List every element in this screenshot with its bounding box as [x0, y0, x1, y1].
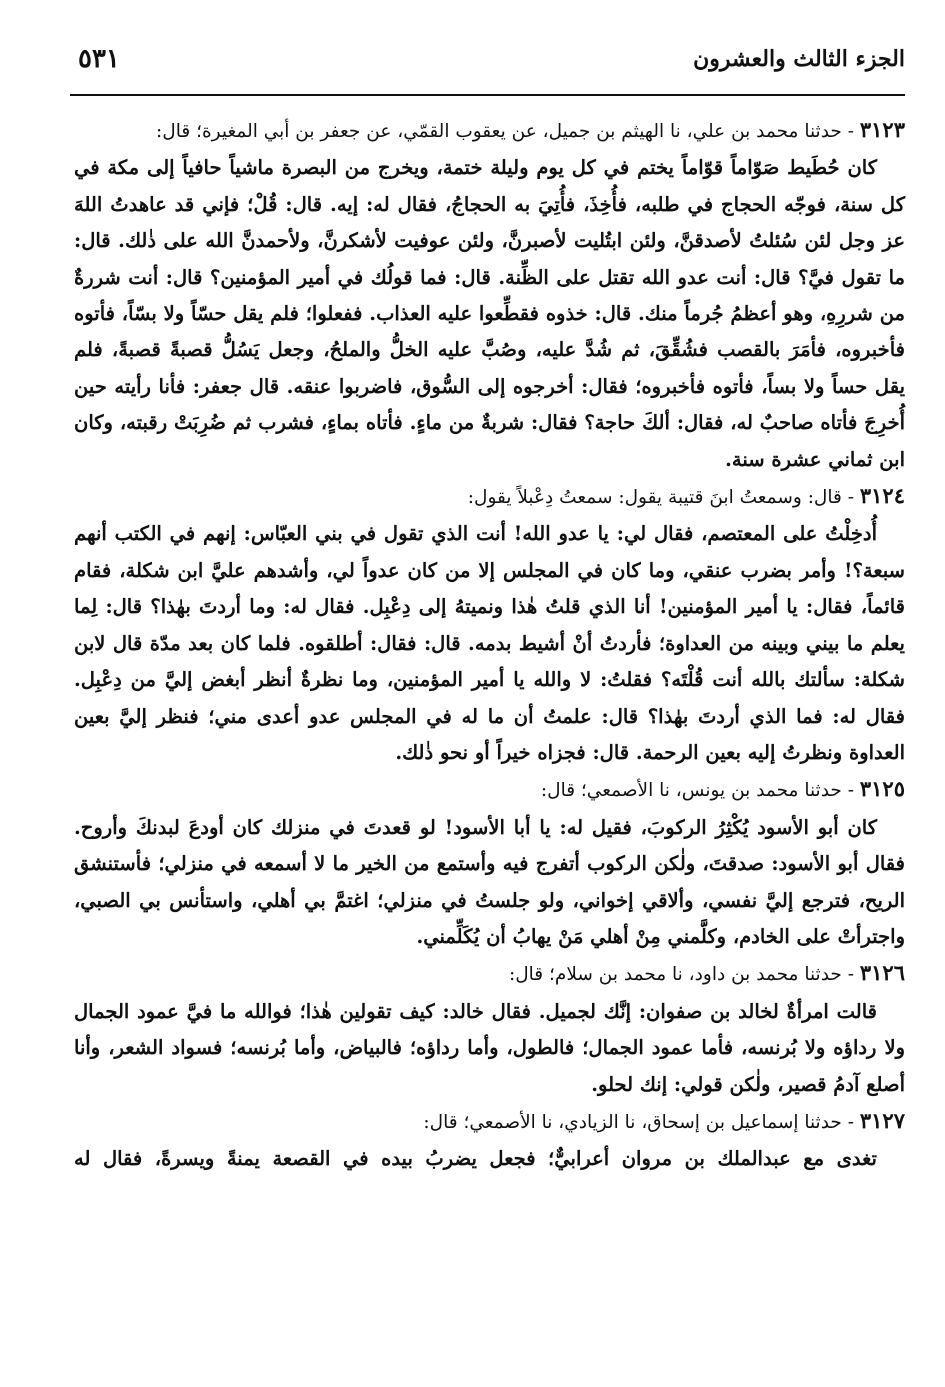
hadith-number: ٣١٢٦ — [859, 960, 905, 986]
isnad-line — [74, 771, 905, 809]
narration-text: قالت امرأةٌ لخالد بن صفوان: إنَّك لجميل. فقال خالد: كيف تقولين هٰذا؛ فوالله ما فيَّ عمود الجمال ولا رداؤه ولا بُرنسه، فأما عمود الجمال؛ فالطول، وأما رداؤه؛ فالبياض، وأما بُرنسه؛ فسواد الشعر، وأنا أصلع آدمُ قصير، ولٰكن قولي: إنك لحلو. — [74, 999, 905, 1096]
page-header — [74, 44, 905, 94]
narration-text: أُدخِلْتُ على المعتصم، فقال لي: يا عدو الله! أنت الذي تقول في بني العبّاس: إنهم في الكتب أنهم سبعة؟! وأمر بضرب عنقي، وما كان في المجلس إلا من كان عدواً لي، وأشدهم عليَّ ابن شكلة، فقام قائماً، فقال: يا أمير المؤمنين! أنا الذي قلتُ هٰذا ونميتهُ إلى دِعْبِل. فقال له: وما أردتَ بهٰذا؟ قال: لِما يعلم ما بيني وبينه من العداوة؛ فأردتُ أنْ أشيط بدمه. قال: فقال: أطلقوه. فلما كان بعد مدّة قال لابن شكلة: سألتك بالله أنت قُلْتَه؟ فقلتُ: لا والله يا أمير المؤمنين، وما نظرةٌ أنظر أبغض إليَّ من دِعْبِل. فقال له: فما الذي أردتَ بهٰذا؟ قال: علمتُ أن ما له في المجلس عدو أعدى مني؛ فنظر إليَّ بعين العداوة ونظرتُ إليه بعين الرحمة. قال: فجزاه خيراً أو نحو ذٰلك. — [74, 522, 905, 764]
isnad-text: - حدثنا محمد بن داود، نا محمد بن سلام؛ قال: — [508, 964, 854, 986]
page-body — [74, 112, 905, 1178]
isnad-line — [74, 478, 905, 516]
hadith-number: ٣١٢٥ — [859, 776, 905, 802]
hadith-number: ٣١٢٤ — [859, 483, 905, 509]
isnad-text: - حدثنا محمد بن يونس، نا الأصمعي؛ قال: — [540, 780, 854, 802]
hadith-number: ٣١٢٧ — [859, 1107, 905, 1133]
isnad-line — [74, 112, 905, 150]
page-number: ٥٣١ — [78, 44, 120, 74]
isnad-line — [74, 1103, 905, 1141]
header-divider — [70, 94, 905, 96]
running-title: الجزء الثالث والعشرون — [693, 46, 905, 72]
isnad-text: - حدثنا محمد بن علي، نا الهيثم بن جميل، عن يعقوب القمّي، عن جعفر بن أبي المغيرة؛ قال: — [156, 121, 854, 142]
narration-text: كان حُطَيط صَوّاماً قوّاماً يختم في كل يوم وليلة ختمة، ويخرج من البصرة ماشياً حافياً إلى مكة في كل سنة، فوجّه الحجاج في طلبه، فأُخِذَ، فأُتِيَ به الحجاجُ، فقال له: إيه. قال: قُلْ؛ فإني قد عاهدتُ اللهَ عز وجل لئن سُئلتُ لأصدقنَّ، ولئن ابتُليت لأصبرنَّ، ولئن عوفيت لأشكرنَّ، ولأحمدنَّ الله على ذٰلك. قال: ما تقول فيَّ؟ قال: أنت عدو الله تقتل على الظِّنة. قال: فما قولُك في أمير المؤمنين؟ قال: أنت شررةٌ من شررِهِ، وهو أعظمُ جُرماً منك. قال: خذوه فقطِّعوا عليه العذاب. ففعلوا؛ فلم يقل حسّاً ولا بسّاً، فأتوه فأخبروه، فأمَرَ بالقصب فشُقِّقَ، ثم شُدَّ عليه، وصُبَّ عليه الخلُّ والملحُ، وجعل يَسُلُّ قصبةً قصبةً، فلم يقل حساً ولا بساً، فأتوه فأخبروه؛ فقال: أخرجوه إلى السُّوق، فاضربوا عنقه. قال جعفر: فأنا رأيته حين أُخرِجَ فأتاه صاحبٌ له، فقال: ألكَ حاجة؟ فقال: شربةٌ من ماءٍ. فأتاه بماءٍ، فشرب ثم ضُرِبَتْ رقبته، وكان ابن ثماني عشرة سنة. — [74, 156, 905, 471]
isnad-text: - حدثنا إسماعيل بن إسحاق، نا الزيادي، نا الأصمعي؛ قال: — [423, 1111, 854, 1133]
hadith-number: ٣١٢٣ — [859, 117, 905, 142]
isnad-text: - قال: وسمعتُ ابنَ قتيبة يقول: سمعتُ دِعْبلاً يقول: — [467, 487, 854, 509]
narration-text: تغدى مع عبدالملك بن مروان أعرابيٌّ؛ فجعل يضربُ بيده في القصعة يمنةً ويسرةً، فقال له — [74, 1147, 877, 1171]
isnad-line — [74, 955, 905, 993]
narration-text: كان أبو الأسود يُكْثِرُ الركوبَ، فقيل له: يا أبا الأسود! لو قعدتَ في منزلك كان أودعَ لبدنكَ وأروح. فقال أبو الأسود: صدقتَ، ولٰكن الركوب أتفرج فيه وأستمع من الخير ما لا أسمعه في منزلي؛ فأستنشق الريح، فترجع إليَّ نفسي، وألاقي إخواني، ولو جلستُ في منزلي؛ اغتمَّ بي أهلي، واستأنس بي الصبي، واجترأتْ على الخادم، وكلَّمني مِنْ أهلي مَنْ يهابُ أن يُكَلِّمني. — [74, 815, 905, 948]
